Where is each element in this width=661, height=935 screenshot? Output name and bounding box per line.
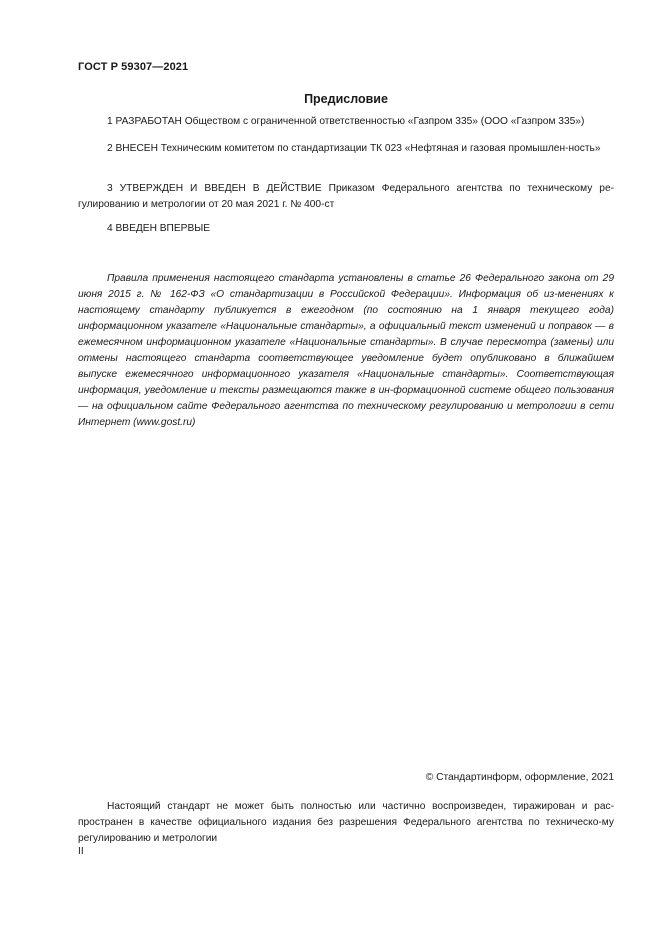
copyright-line: © Стандартинформ, оформление, 2021 (425, 772, 614, 783)
reproduction-notice: Настоящий стандарт не может быть полностью или частично воспроизведен, тиражирован и рас-пространен в качестве официального издания без разрешения Федерального агентства по техническо-му регулированию и метрологии (78, 801, 614, 844)
application-rules-notice: Правила применения настоящего стандарта установлены в статье 26 Федерального закона от 29 июня 2015 г. № 162-ФЗ «О стандартизации в Российской Федерации». Информация об из-менениях к настоящему стандарту публикуется в ежегодном (по состоянию на 1 января текущего года) информационном указателе «Национальные стандарты», а официальный текст изменений и поправок — в ежемесячном информационном указателе «Национальные стандарты». В случае пересмотра (замены) или отмены настоящего стандарта соответствующее уведомление будет опубликовано в ближайшем выпуске ежемесячного информационного указателя «Национальные стандарты». Соответствующая информация, уведомление и тексты размещаются также в ин-формационной системе общего пользования — на официальном сайте Федерального агентства по техническому регулированию и метрологии в сети Интернет (www.gost.ru) (78, 273, 614, 428)
section-title: Предисловие (304, 92, 388, 106)
document-code: ГОСТ Р 59307—2021 (78, 61, 189, 73)
preface-item-developed: 1 РАЗРАБОТАН Обществом с ограниченной ответственностью «Газпром 335» (ООО «Газпром 335») (107, 116, 585, 127)
page-number: II (78, 846, 84, 857)
preface-item-approved: 3 УТВЕРЖДЕН И ВВЕДЕН В ДЕЙСТВИЕ Приказом Федерального агентства по техническому ре-гулированию и метрологии от 20 мая 2021 г. № 400-ст (78, 183, 614, 210)
preface-item-first-time: 4 ВВЕДЕН ВПЕРВЫЕ (107, 223, 211, 234)
preface-item-introduced: 2 ВНЕСЕН Техническим комитетом по стандартизации ТК 023 «Нефтяная и газовая промышлен-ность» (107, 143, 601, 154)
